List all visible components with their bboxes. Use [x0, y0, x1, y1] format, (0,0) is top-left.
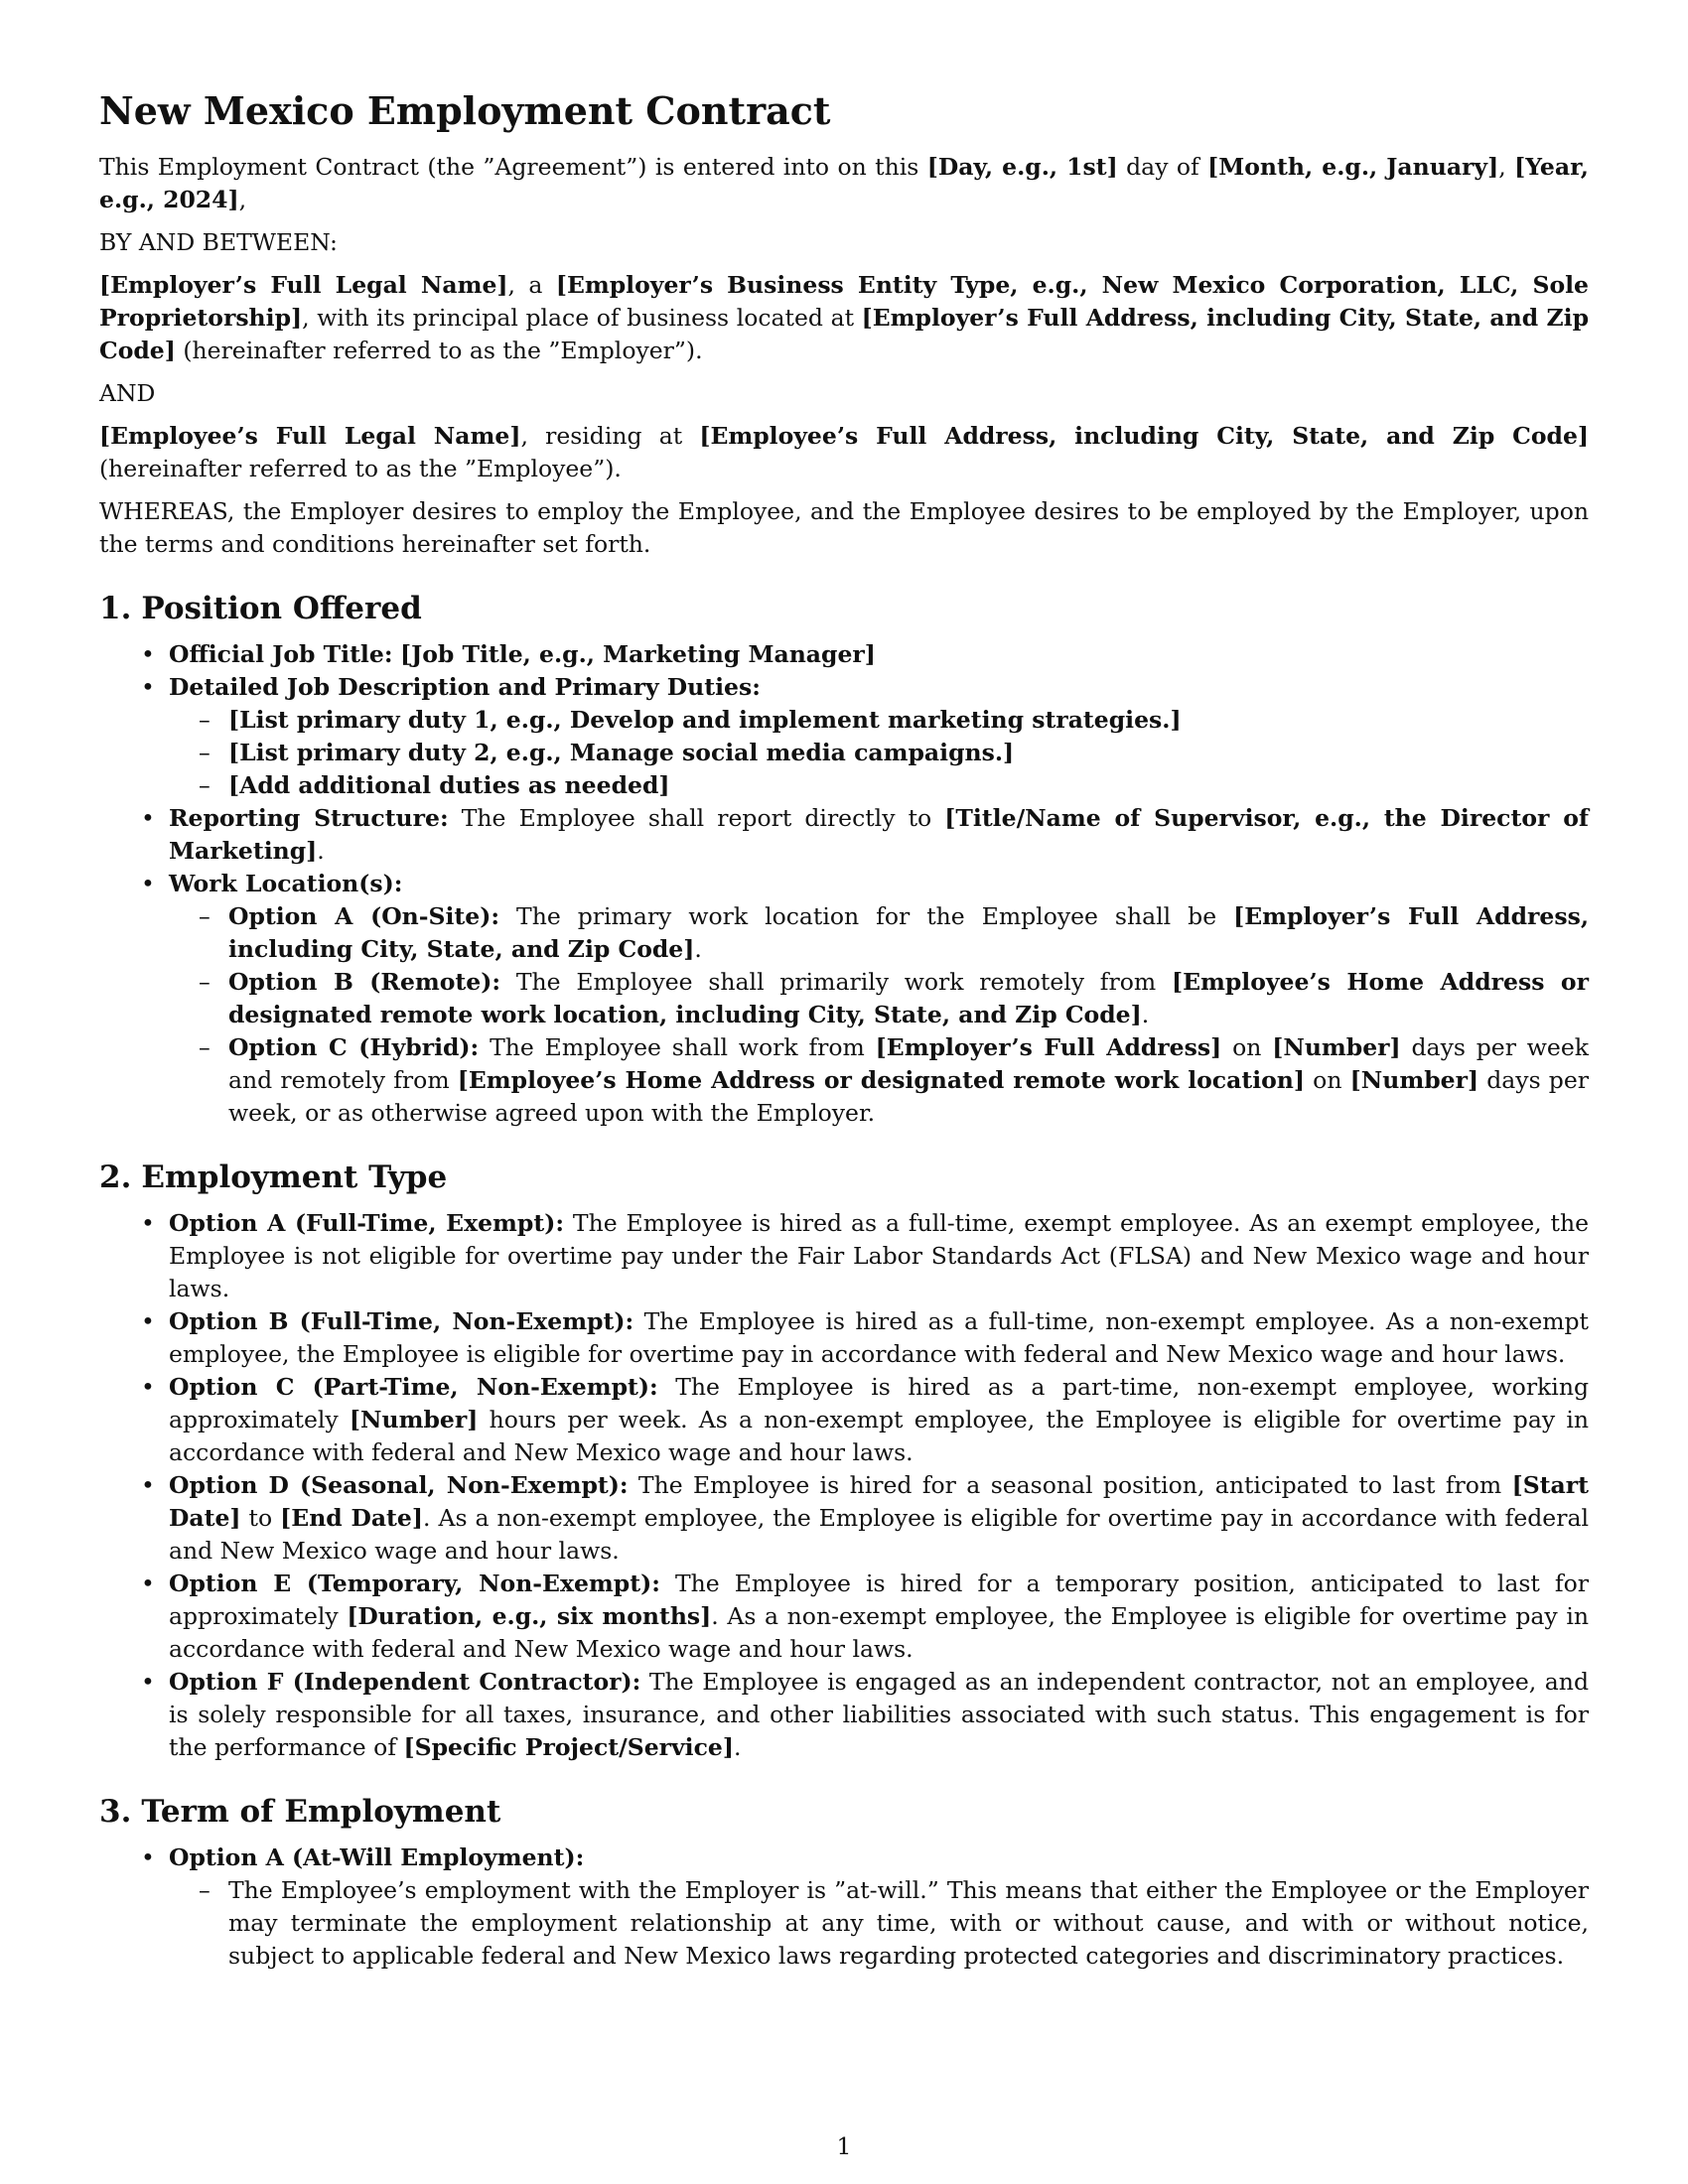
duties-list: [169, 704, 1589, 802]
document-page: [99, 87, 1589, 1973]
list-item: • Reporting Structure: The Employee shall report directly to [Title/Name of Supervisor, e.g., the Director of Marketing].: [169, 802, 1589, 868]
position-list: [99, 638, 1589, 1130]
at-will-list: [169, 1874, 1589, 1973]
list-item: – Option A (On-Site): The primary work location for the Employee shall be [Employer’s Full Address, including City, State, and Zip Code].: [228, 900, 1589, 966]
whereas-paragraph: WHEREAS, the Employer desires to employ the Employee, and the Employee desires to be employed by the Employer, upon the terms and conditions hereinafter set forth.: [99, 497, 1589, 558]
term-list: [99, 1842, 1589, 1973]
employer-paragraph: [Employer’s Full Legal Name], a [Employer’s Business Entity Type, e.g., New Mexico Corporation, LLC, Sole Proprietorship], with its principal place of business located at [Employer’s Full Address, including City, State, and Zip Code] (hereinafter referred to as the ”Employer”).: [99, 271, 1589, 364]
list-item: • Option A (At-Will Employment): – The Employee’s employment with the Employer is ”at-will.” This means that either the Employee or the Employer may terminate the employment relationship at any time, with or without cause, and with or without notice, subject to applicable federal and New Mexico laws regarding protected categories and discriminatory practices.: [169, 1842, 1589, 1973]
employment-type-list: [99, 1207, 1589, 1764]
employer-address-placeholder: [Employer’s Full Address, including City, State, and Zip Code]: [99, 304, 1589, 364]
document-title: New Mexico Employment Contract: [99, 88, 831, 133]
employee-paragraph: [Employee’s Full Legal Name], residing at [Employee’s Full Address, including City, State, and Zip Code] (hereinafter referred to as the ”Employee”).: [99, 422, 1590, 482]
employee-name-placeholder: [Employee’s Full Legal Name]: [99, 422, 521, 450]
list-item: • Detailed Job Description and Primary Duties: – [List primary duty 1, e.g., Develop and implement marketing strategies.] – [List primary duty 2, e.g., Manage social media campaigns.] – [Add additional duties as needed]: [169, 671, 1589, 802]
section-heading-employment-type: 2. Employment Type: [99, 1160, 448, 1195]
section-heading-term: 3. Term of Employment: [99, 1794, 501, 1830]
list-item: – Option C (Hybrid): The Employee shall work from [Employer’s Full Address] on [Number] days per week and remotely from [Employee’s Home Address or designated remote work location] on [Number] days per week, or as otherwise agreed upon with the Employer.: [228, 1031, 1589, 1130]
employee-address-placeholder: [Employee’s Full Address, including City, State, and Zip Code]: [699, 422, 1590, 450]
work-location-list: [169, 900, 1589, 1130]
and-separator: AND: [99, 379, 156, 407]
list-item: – [Add additional duties as needed]: [228, 769, 1589, 802]
section-heading-position: 1. Position Offered: [99, 591, 422, 626]
list-item: – [List primary duty 2, e.g., Manage social media campaigns.]: [228, 737, 1589, 769]
employer-name-placeholder: [Employer’s Full Legal Name]: [99, 271, 508, 299]
list-item: • Option B (Full-Time, Non-Exempt): The Employee is hired as a full-time, non-exempt employee. As a non-exempt employee, the Employee is eligible for overtime pay in accordance with federal and New Mexico wage and hour laws.: [169, 1305, 1589, 1371]
list-item: • Option E (Temporary, Non-Exempt): The Employee is hired for a temporary position, anticipated to last for approximately [Duration, e.g., six months]. As a non-exempt employee, the Employee is eligible for overtime pay in accordance with federal and New Mexico wage and hour laws.: [169, 1568, 1589, 1666]
list-item: • Option A (Full-Time, Exempt): The Employee is hired as a full-time, exempt employee. As an exempt employee, the Employee is not eligible for overtime pay under the Fair Labor Standards Act (FLSA) and New Mexico wage and hour laws.: [169, 1207, 1589, 1305]
intro-paragraph: This Employment Contract (the ”Agreement”) is entered into on this [Day, e.g., 1st] day of [Month, e.g., January], [Year, e.g., 2024],: [99, 153, 1589, 213]
year-placeholder: [Year, e.g., 2024]: [99, 153, 1589, 213]
page-number: 1: [836, 2132, 852, 2160]
list-item: • Work Location(s): – Option A (On-Site): The primary work location for the Employee shall be [Employer’s Full Address, including City, State, and Zip Code]. – Option B (Remote): The Employee shall primarily work remotely from [Employee’s Home Address or designated remote work location, including City, State, and Zip Code]. – Option C (Hybrid): The Employee shall work from [Employer’s Full Address] on [Number] days per week and remotely from [Employee’s Home Address or designated remote work location] on [Number] days per week, or as otherwise agreed upon with the Employer.: [169, 868, 1589, 1130]
list-item: • Option D (Seasonal, Non-Exempt): The Employee is hired for a seasonal position, anticipated to last from [Start Date] to [End Date]. As a non-exempt employee, the Employee is eligible for overtime pay in accordance with federal and New Mexico wage and hour laws.: [169, 1469, 1589, 1568]
list-item: – Option B (Remote): The Employee shall primarily work remotely from [Employee’s Home Address or designated remote work location, including City, State, and Zip Code].: [228, 966, 1589, 1031]
list-item: • Option F (Independent Contractor): The Employee is engaged as an independent contractor, not an employee, and is solely responsible for all taxes, insurance, and other liabilities associated with such status. This engagement is for the performance of [Specific Project/Service].: [169, 1666, 1589, 1764]
list-item: – The Employee’s employment with the Employer is ”at-will.” This means that either the Employee or the Employer may terminate the employment relationship at any time, with or without cause, and with or without notice, subject to applicable federal and New Mexico laws regarding protected categories and discriminatory practices.: [228, 1874, 1589, 1973]
day-placeholder: [Day, e.g., 1st]: [926, 153, 1118, 181]
list-item: • Option C (Part-Time, Non-Exempt): The Employee is hired as a part-time, non-exempt employee, working approximately [Number] hours per week. As a non-exempt employee, the Employee is eligible for overtime pay in accordance with federal and New Mexico wage and hour laws.: [169, 1371, 1589, 1469]
list-item: • Official Job Title: [Job Title, e.g., Marketing Manager]: [169, 638, 1589, 671]
list-item: – [List primary duty 1, e.g., Develop and implement marketing strategies.]: [228, 704, 1589, 737]
by-and-between: BY AND BETWEEN:: [99, 228, 338, 256]
employer-entity-placeholder: [Employer’s Business Entity Type, e.g., New Mexico Corporation, LLC, Sole Proprietorship]: [99, 271, 1589, 332]
month-placeholder: [Month, e.g., January]: [1207, 153, 1499, 181]
